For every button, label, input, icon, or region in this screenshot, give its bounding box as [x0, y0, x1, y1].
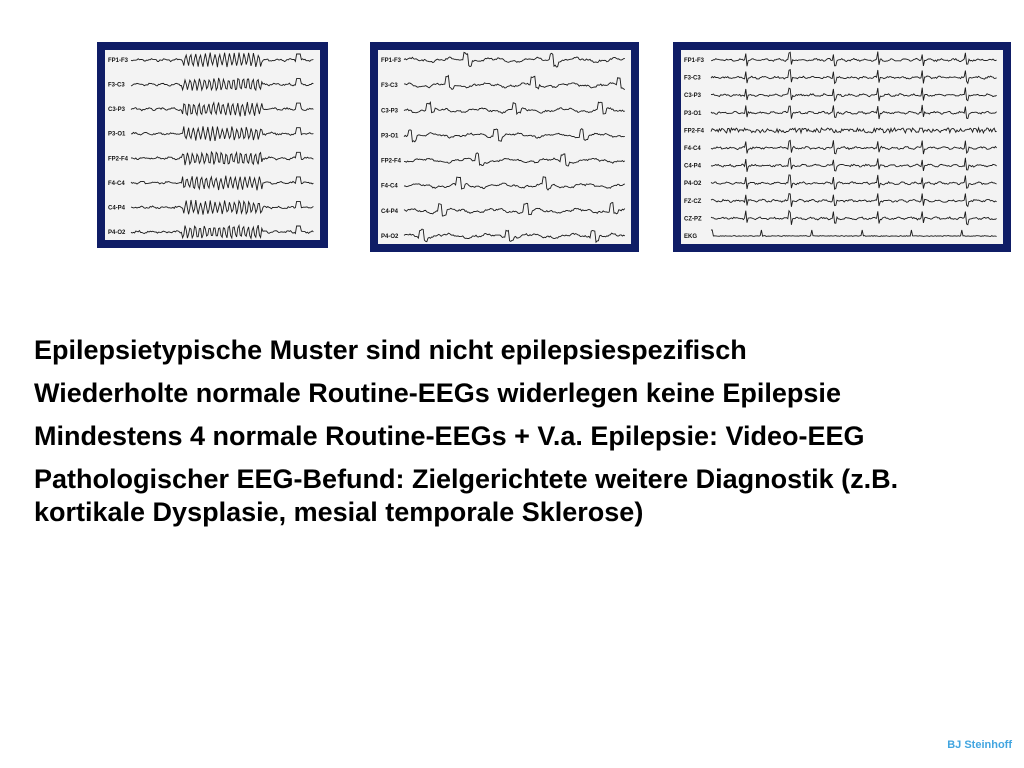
channel-label: C3-P3: [381, 108, 399, 115]
channel-label: F3-C3: [381, 83, 398, 90]
channel-label: C3-P3: [684, 93, 702, 100]
eeg-tracing-3: [681, 50, 1003, 244]
eeg-svg-2: [378, 50, 631, 244]
eeg-tracing-2: [378, 50, 631, 244]
channel-label: EKG: [684, 234, 698, 240]
eeg-trace: [711, 105, 997, 119]
eeg-trace: [711, 70, 997, 84]
eeg-trace: [711, 128, 997, 133]
channel-label: FP1-F3: [381, 58, 402, 64]
eeg-trace: [711, 175, 997, 189]
channel-label: FP2-F4: [381, 158, 402, 165]
eeg-trace: [404, 203, 625, 217]
eeg-trace: [711, 230, 997, 236]
bullet-item: Wiederholte normale Routine-EEGs widerlegen keine Epilepsie: [34, 378, 841, 408]
channel-label: F3-C3: [684, 75, 701, 82]
channel-label: P3-O1: [381, 133, 399, 140]
channel-label: F4-C4: [381, 183, 398, 190]
eeg-trace: [131, 78, 313, 91]
channel-label: FP2-F4: [108, 156, 129, 163]
channel-label: CZ-PZ: [684, 216, 702, 223]
eeg-trace: [711, 52, 997, 67]
channel-label: F3-C3: [108, 82, 125, 89]
eeg-panel-sharp-waves: [370, 42, 639, 252]
eeg-svg-3: [681, 50, 1003, 244]
eeg-svg-1: [105, 50, 320, 240]
channel-label: F4-C4: [684, 146, 701, 152]
channel-label: FP1-F3: [108, 58, 129, 64]
eeg-trace: [131, 225, 313, 238]
eeg-trace: [711, 88, 997, 102]
channel-label: P4-O2: [381, 234, 399, 240]
eeg-trace: [404, 102, 625, 114]
eeg-trace: [404, 52, 625, 67]
eeg-panel-periodic: [673, 42, 1011, 252]
channel-label: F4-C4: [108, 180, 125, 187]
eeg-tracing-1: [105, 50, 320, 240]
eeg-trace: [711, 193, 997, 206]
bullet-item: Mindestens 4 normale Routine-EEGs + V.a. Epilepsie: Video-EEG: [34, 421, 865, 451]
channel-label: P3-O1: [108, 131, 126, 138]
eeg-trace: [404, 153, 625, 166]
bullet-item: Epilepsietypische Muster sind nicht epilepsiespezifisch: [34, 335, 747, 365]
eeg-trace: [404, 129, 625, 142]
bullet-item: Pathologischer EEG-Befund: Zielgerichtete weitere Diagnostik (z.B. kortikale Dysplasie, mesial temporale Sklerose): [34, 464, 899, 527]
eeg-trace: [404, 76, 625, 90]
bullet-list: [34, 334, 1014, 539]
channel-label: P3-O1: [684, 110, 702, 117]
channel-label: C4-P4: [684, 163, 702, 170]
eeg-trace: [131, 102, 313, 116]
channel-label: FP2-F4: [684, 128, 705, 135]
channel-label: C4-P4: [108, 205, 126, 212]
eeg-trace: [711, 158, 997, 172]
eeg-trace: [404, 229, 625, 242]
channel-label: C3-P3: [108, 107, 126, 114]
eeg-trace: [131, 200, 313, 215]
eeg-trace: [404, 177, 625, 190]
channel-label: FP1-F3: [684, 58, 705, 64]
eeg-trace: [711, 140, 997, 154]
channel-label: P4-O2: [684, 181, 702, 188]
eeg-trace: [711, 211, 997, 225]
eeg-panel-spike-wave: [97, 42, 328, 248]
eeg-trace: [131, 176, 313, 191]
channel-label: C4-P4: [381, 208, 399, 215]
eeg-trace: [131, 126, 313, 141]
channel-label: P4-O2: [108, 230, 126, 236]
eeg-trace: [131, 53, 313, 68]
author-credit: BJ Steinhoff: [947, 739, 1012, 751]
eeg-trace: [131, 152, 313, 165]
channel-label: FZ-CZ: [684, 198, 702, 205]
